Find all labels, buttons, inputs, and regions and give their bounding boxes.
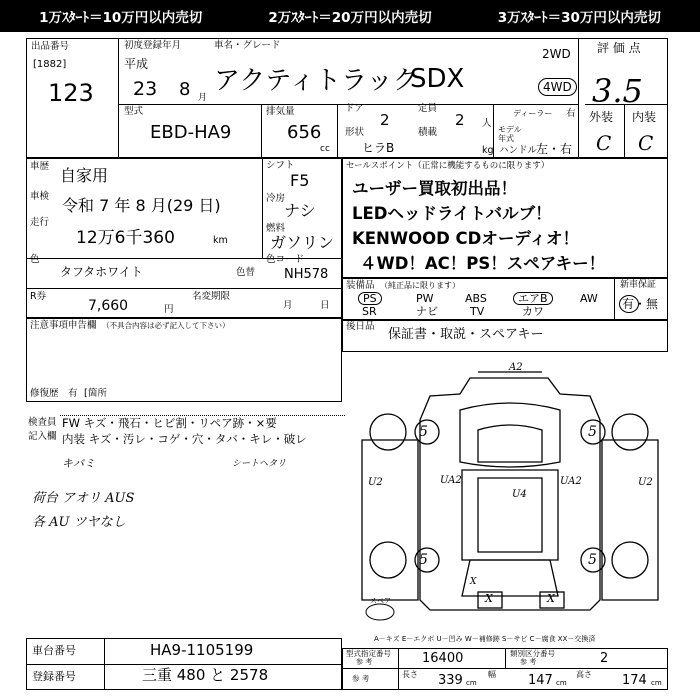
model: EBD-HA9 <box>150 122 232 143</box>
tax-day: 日 <box>320 300 330 311</box>
name-grade-label: 車名・グレード <box>214 40 281 51</box>
equip-leather: カワ <box>522 305 544 318</box>
width: 147 <box>528 673 553 688</box>
type-no-label: 型式指定番号 <box>346 649 391 658</box>
doors: 2 <box>380 111 390 129</box>
model-year-label: モデル 年式 <box>498 125 522 143</box>
cc-unit: cc <box>320 144 330 154</box>
type-no-ref: 参 考 <box>356 658 373 666</box>
person-unit: 人 <box>482 118 492 129</box>
displacement: 656 <box>287 122 322 143</box>
recycle-label: R券 <box>30 291 47 302</box>
tax-month: 月 <box>283 300 293 311</box>
reg-month: 8 <box>179 79 191 100</box>
height: 174 <box>622 673 647 688</box>
mark-side-left-ua2: UA2 <box>440 475 462 486</box>
hand-note-panels: 各 AU ツヤなし <box>32 515 126 530</box>
mark-rear-x1: X <box>485 592 493 605</box>
sales-point-line-1: ユーザー買取初出品！ <box>352 179 517 198</box>
handle-label: ハンドル <box>499 145 538 156</box>
dealer-right: 右 <box>566 108 576 119</box>
shift: F5 <box>290 171 310 190</box>
fuel: ガソリン <box>270 233 335 252</box>
first-reg-label: 初度登録年月 <box>124 40 182 51</box>
banner-item-1: 1万ｽﾀｰﾄ＝10万円以内売切 <box>39 10 203 26</box>
header-box <box>26 38 668 158</box>
color: タフタホワイト <box>60 265 143 279</box>
name-change-label: 名変期限 <box>192 291 231 302</box>
score: 3.5 <box>592 72 643 110</box>
usage: 自家用 <box>60 166 109 185</box>
km-unit: km <box>213 235 228 246</box>
exterior-label: 外装 <box>589 110 614 124</box>
accessories-label: 後日品 <box>346 321 375 332</box>
equip-airbag: エアB <box>513 292 553 305</box>
length-label: 長さ <box>402 670 418 679</box>
repair-history-label: 修復歴 <box>30 388 59 399</box>
color-change-label: 色替 <box>236 267 256 278</box>
notes-sub: （不具合内容は必ず記入して下さい） <box>102 321 230 330</box>
color-code: NH578 <box>284 267 329 282</box>
inspector-row-2: 内装 キズ・汚レ・コゲ・穴・タバ・キレ・破レ <box>62 432 307 446</box>
equip-pw: PW <box>416 292 434 305</box>
dimensions-ref: 参 考 <box>352 674 370 683</box>
equip-aw: AW <box>580 292 598 305</box>
class-no-label: 類別区分番号 <box>510 649 555 658</box>
top-banner <box>0 0 700 32</box>
era: 平成 <box>124 57 149 71</box>
height-unit: cm <box>651 679 662 687</box>
sales-points-label: セールスポイント（正常に機能するものに限ります） <box>346 161 550 171</box>
color-label: 色 <box>30 254 40 265</box>
mark-tire-fr: 5 <box>588 424 597 440</box>
mark-right-panel-u2: U2 <box>638 477 653 488</box>
mark-left-panel-u2: U2 <box>368 477 383 488</box>
sales-point-line-3: KENWOOD CDオーディオ！ <box>352 229 580 248</box>
capacity-label: 定員 <box>418 103 438 114</box>
mark-tire-rl: 5 <box>419 552 428 568</box>
sales-point-line-4: ４WD！AC！PS！スペアキー！ <box>360 254 606 273</box>
yen-unit: 円 <box>164 304 174 315</box>
inspection-label: 車検 <box>30 191 50 202</box>
equip-sr: SR <box>362 305 377 318</box>
exterior-grade: C <box>596 131 612 155</box>
interior-grade: C <box>638 131 654 155</box>
height-label: 高さ <box>576 670 592 679</box>
kg-unit: kg <box>482 145 494 156</box>
class-no: 2 <box>600 651 609 666</box>
repair-count-unit: 箇所 <box>88 388 108 399</box>
mark-rear-x3: X <box>470 577 477 587</box>
grade: SDX <box>410 64 465 94</box>
equip-abs: ABS <box>465 292 487 305</box>
damage-legend: A－キズ E－エクボ U－凹み W－補修跡 S－サビ C－腐食 XX－交換済 <box>374 635 596 643</box>
inspector-row-1: FW キズ・飛石・ヒビ割・リペア跡・×要 <box>62 416 277 430</box>
shape-label: 形状 <box>345 127 365 138</box>
equipment-note: （純正品に限ります） <box>380 281 460 290</box>
mileage: 12万6千360 <box>76 228 175 248</box>
mark-bed-u4: U4 <box>512 489 527 500</box>
registration-number: 三重 480 と 2578 <box>142 666 269 684</box>
drive-2wd: 2WD <box>542 47 571 61</box>
warranty-circle <box>619 295 639 313</box>
usage-label: 車歴 <box>30 161 50 172</box>
handle: 左・右 <box>536 142 573 156</box>
lot-code: [1882] <box>33 59 67 70</box>
mark-tire-fl: 5 <box>419 424 428 440</box>
inspector-label-2: 記入欄 <box>28 431 57 442</box>
sales-point-line-2: LEDヘッドライトバルブ！ <box>352 204 552 223</box>
accessories: 保証書・取説・スペアキー <box>388 327 544 342</box>
mark-rear-x2: X <box>547 592 555 605</box>
mark-side-right-ua2: UA2 <box>560 476 582 487</box>
doors-label: ドア <box>345 103 364 114</box>
displacement-label: 排気量 <box>266 106 295 117</box>
hand-note-seat: シートヘタリ <box>232 459 287 469</box>
equip-tv: TV <box>470 305 485 318</box>
new-car-warranty-label: 新車保証 <box>620 280 657 290</box>
registration-label: 登録番号 <box>32 670 76 683</box>
repair-history: 有 <box>68 388 78 399</box>
shape: ヒラB <box>362 141 395 155</box>
recycle-fee: 7,660 <box>88 298 129 314</box>
interior-label: 内装 <box>632 110 657 124</box>
shift-label: シフト <box>266 160 295 171</box>
equip-ps: PS <box>358 292 382 305</box>
length: 339 <box>438 673 463 688</box>
repair-bracket: [ <box>84 388 88 399</box>
score-label: 評 価 点 <box>597 41 641 55</box>
reg-year: 23 <box>133 78 158 100</box>
inspection-date: 令和 7 年 8 月(29 日) <box>62 196 221 215</box>
notes-label: 注意事項申告欄 <box>30 320 97 331</box>
load-label: 積載 <box>418 127 438 138</box>
model-label: 型式 <box>124 106 144 117</box>
hand-note-yellowing: キバミ <box>62 457 95 470</box>
width-label: 幅 <box>488 670 496 679</box>
width-unit: cm <box>556 679 567 687</box>
fuel-label: 燃料 <box>266 223 286 234</box>
capacity: 2 <box>455 111 465 129</box>
reg-month-unit: 月 <box>198 93 208 103</box>
mark-tire-rr: 5 <box>588 552 597 568</box>
inspector-label-1: 検査員 <box>28 417 57 428</box>
ac: ナシ <box>284 201 316 220</box>
car-name: アクティトラック <box>214 66 419 96</box>
lot-label: 出品番号 <box>31 41 70 52</box>
class-no-ref: 参 考 <box>520 658 537 666</box>
lot-number: 123 <box>48 79 94 107</box>
banner-item-3: 3万ｽﾀｰﾄ＝30万円以内売切 <box>497 10 661 26</box>
banner-item-2: 2万ｽﾀｰﾄ＝20万円以内売切 <box>268 10 432 26</box>
equipment-label: 装備品 <box>346 280 375 291</box>
dealer-label: ディーラー <box>513 109 553 118</box>
equip-navi: ナビ <box>416 305 438 318</box>
color-code-label: 色コード <box>266 254 305 265</box>
hand-note-bed: 荷台 アオリ AUS <box>32 491 135 506</box>
chassis-label: 車台番号 <box>32 644 76 657</box>
type-no: 16400 <box>422 651 464 666</box>
drive-4wd: 4WD <box>538 78 577 96</box>
mark-front-a2: A2 <box>509 362 523 373</box>
new-car-warranty: 有・無 <box>622 297 659 311</box>
length-unit: cm <box>466 679 477 687</box>
spare-tire-label: スペア <box>370 597 391 605</box>
chassis-number: HA9-1105199 <box>150 641 254 659</box>
mileage-label: 走行 <box>30 217 50 228</box>
ac-label: 冷房 <box>266 193 286 204</box>
